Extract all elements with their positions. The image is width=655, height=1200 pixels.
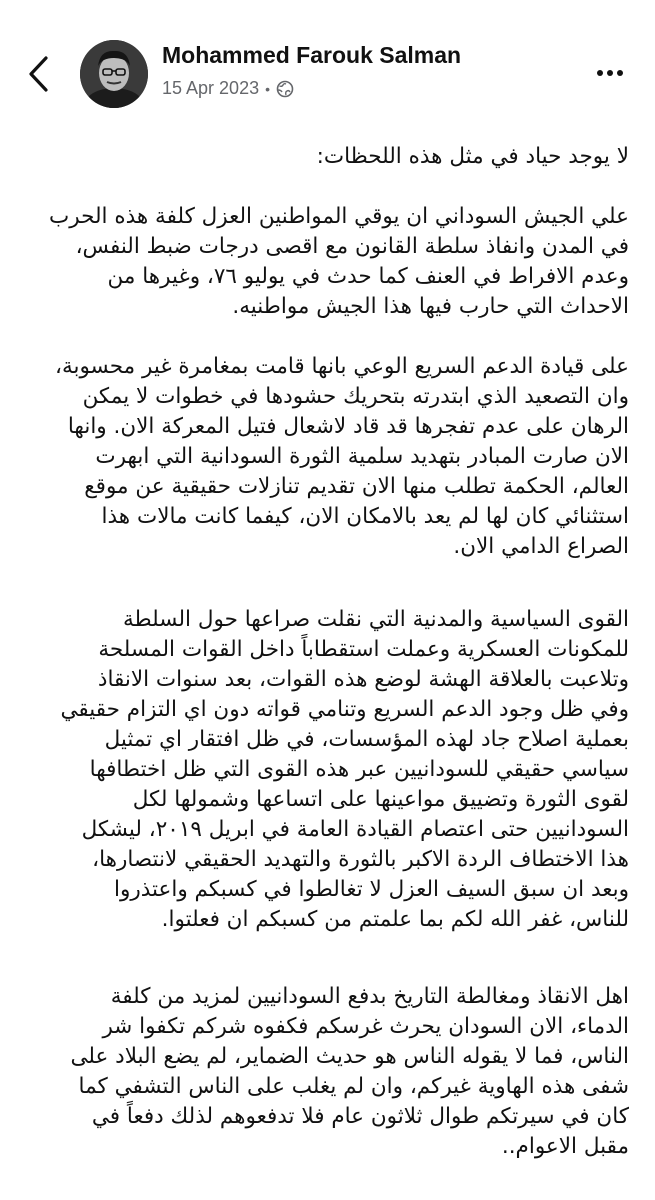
text-line: استثنائي كان لها لم يعد بالامكان الان، كيفما كانت مالات هذا bbox=[101, 504, 629, 529]
post-date[interactable]: 15 Apr 2023 bbox=[162, 78, 260, 98]
avatar[interactable] bbox=[80, 40, 148, 108]
text-line: الناس، فما لا يقوله الناس هو حديث الضماير، لم يضع البلاد على bbox=[70, 1044, 629, 1069]
text-line: للناس، غفر الله لكم بما علمتم من كسبكم ان فعلتوا. bbox=[161, 907, 629, 932]
text-line: وتلاعبت بالعلاقة الهشة لوضع هذه القوات، بعد سنوات الانقاذ bbox=[97, 667, 629, 692]
text-line: اهل الانقاذ ومغالطة التاريخ بدفع السودانيين لمزيد من كلفة bbox=[110, 984, 629, 1009]
paragraph-4 bbox=[19, 605, 629, 935]
text-line: سياسي حقيقي للسودانيين عبر هذه القوى التي ظل اختطافها bbox=[89, 757, 629, 782]
text-line: على قيادة الدعم السريع الوعي بانها قامت بمغامرة غير محسوبة، bbox=[55, 354, 629, 379]
paragraph-2 bbox=[19, 202, 629, 322]
separator: • bbox=[265, 80, 270, 97]
text-line: العالم، الحكمة تطلب منها الان تقديم تنازلات حقيقية عن موقع bbox=[84, 474, 629, 499]
text-line: لا يوجد حياد في مثل هذه اللحظات: bbox=[316, 144, 629, 169]
post-body bbox=[0, 130, 655, 1198]
more-horizontal-icon bbox=[592, 62, 628, 84]
text-line: وان التصعيد الذي ابتدرته بتحريك حشودها في خطوات لا يمكن bbox=[82, 384, 629, 409]
text-line: بعملية اصلاح جاد لهذه المؤسسات، في ظل افتقار اي تمثيل bbox=[104, 727, 629, 752]
text-line: الاحداث التي حارب فيها هذا الجيش مواطنيه. bbox=[232, 294, 629, 319]
text-line: علي الجيش السوداني ان يوقي المواطنين العزل كلفة هذه الحرب bbox=[48, 204, 629, 229]
text-line: الرهان على عدم تفجرها قد قاد لاشعال فتيل المعركة الان. وانها bbox=[67, 414, 629, 439]
text-line: كان في سيرتكم طوال ثلاثون عام فلا تدفعوهم لذلك دفعاً في bbox=[91, 1104, 629, 1129]
paragraph-3 bbox=[19, 352, 629, 562]
text-line: الان صارت المبادر بتهديد سلمية الثورة السودانية التي ابهرت bbox=[95, 444, 629, 469]
text-line: السودانيين حتى اعتصام القيادة العامة في ابريل ٢٠١٩، ليشكل bbox=[81, 817, 629, 842]
paragraph-1 bbox=[19, 142, 629, 172]
text-line: وبعد ان سبق السيف العزل لا تغالطوا في كسبكم واعتذروا bbox=[114, 877, 629, 902]
text-line: وفي ظل وجود الدعم السريع وتنامي قواته دون اي التزام حقيقي bbox=[60, 697, 629, 722]
text-line: هذا الاختطاف الردة الاكبر بالثورة والتهديد الحقيقي لانتصارها، bbox=[92, 847, 629, 872]
text-line: القوى السياسية والمدنية التي نقلت صراعها حول السلطة bbox=[123, 607, 629, 632]
text-line: في المدن وانفاذ سلطة القانون مع اقصى درجات ضبط النفس، bbox=[75, 234, 629, 259]
text-line: شفى هذه الهاوية غيركم، وان لم يغلب على الناس التشفي كما bbox=[78, 1074, 629, 1099]
profile-photo bbox=[80, 40, 148, 108]
text-line: مقبل الاعوام.. bbox=[501, 1134, 629, 1159]
globe-icon[interactable] bbox=[276, 80, 294, 98]
text-line: لقوى الثورة وتضييق مواعينها على اتساعها وشمولها لكل bbox=[132, 787, 629, 812]
text-line: للمكونات العسكرية وعملت استقطاباً داخل القوات المسلحة bbox=[98, 637, 629, 662]
back-button[interactable] bbox=[22, 52, 58, 96]
post-header bbox=[0, 0, 655, 130]
paragraph-5 bbox=[19, 982, 629, 1162]
more-options-button[interactable] bbox=[592, 62, 628, 84]
text-line: الدماء، الان السودان يحرث غرسكم فكفوه شركم تكفوا شر bbox=[102, 1014, 629, 1039]
text-line: وعدم الافراط في العنف كما حدث في يوليو ٧٦، وغيرها من bbox=[107, 264, 629, 289]
author-name[interactable]: Mohammed Farouk Salman bbox=[162, 42, 462, 68]
text-line: الصراع الدامي الان. bbox=[453, 534, 629, 559]
post-meta bbox=[162, 78, 294, 99]
chevron-left-icon bbox=[22, 52, 58, 96]
